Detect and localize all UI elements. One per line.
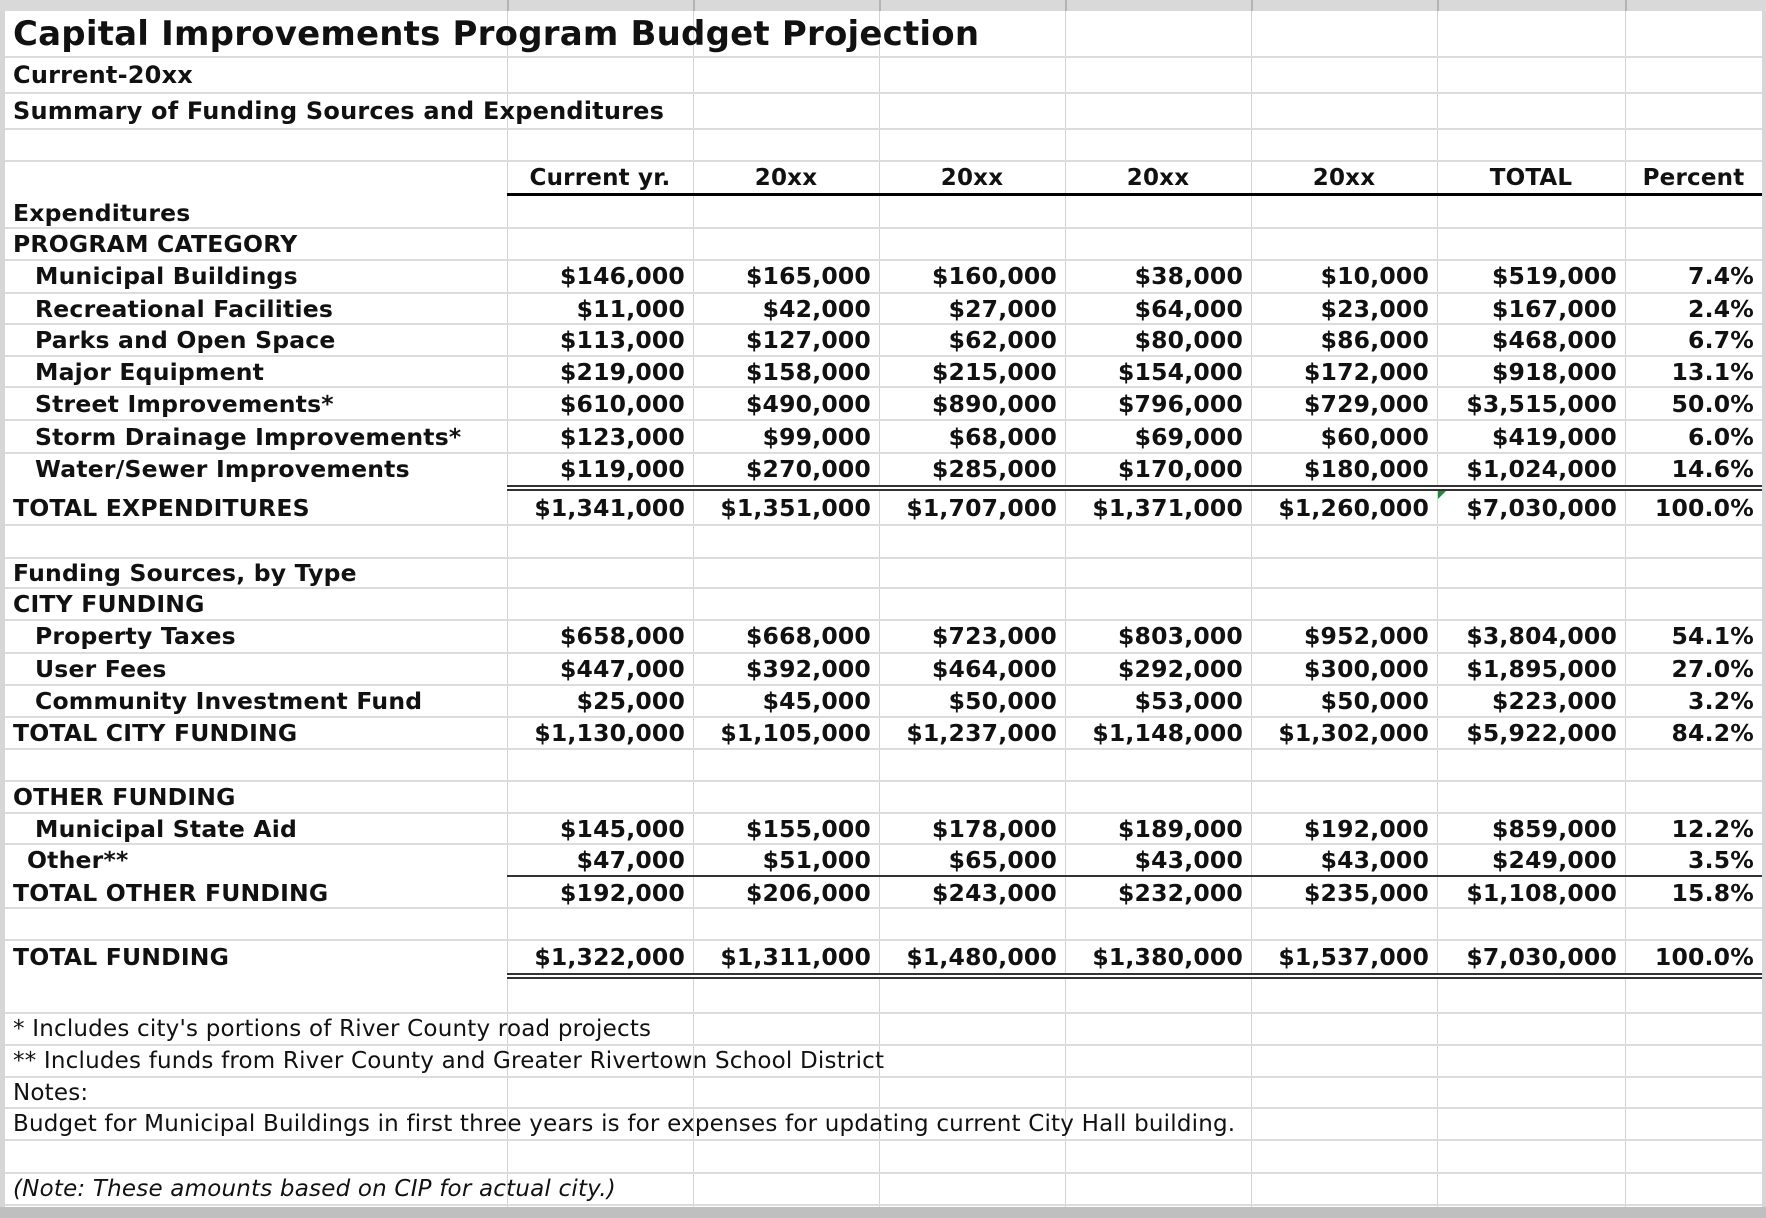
amount-cell[interactable]: $1,130,000 bbox=[534, 719, 685, 747]
amount-cell[interactable]: $292,000 bbox=[1118, 655, 1243, 683]
amount-cell[interactable]: $38,000 bbox=[1134, 262, 1243, 290]
amount-cell[interactable]: $723,000 bbox=[932, 622, 1057, 650]
amount-cell[interactable]: $50,000 bbox=[1320, 687, 1429, 715]
amount-cell[interactable]: $729,000 bbox=[1304, 389, 1429, 418]
total-cell[interactable]: $419,000 bbox=[1492, 422, 1617, 451]
title-row bbox=[5, 11, 1762, 56]
amount-cell[interactable]: $65,000 bbox=[948, 846, 1057, 874]
amount-cell[interactable]: $146,000 bbox=[560, 262, 685, 290]
footnote-row bbox=[5, 1108, 1762, 1140]
amount-cell[interactable]: $796,000 bbox=[1118, 389, 1243, 418]
amount-cell[interactable]: $1,480,000 bbox=[906, 942, 1057, 971]
table-row bbox=[5, 685, 1762, 717]
amount-cell[interactable]: $178,000 bbox=[932, 814, 1057, 843]
percent-cell[interactable]: 15.8% bbox=[1671, 878, 1754, 907]
table-row bbox=[5, 620, 1762, 652]
percent-cell[interactable]: 54.1% bbox=[1671, 622, 1754, 650]
total-funding-row bbox=[5, 940, 1762, 973]
row-label[interactable]: Municipal State Aid bbox=[35, 814, 298, 843]
footnote-row bbox=[5, 1077, 1762, 1108]
amount-cell[interactable]: $1,105,000 bbox=[720, 719, 871, 747]
period-subtitle: Current-20xx bbox=[13, 61, 193, 89]
amount-cell[interactable]: $270,000 bbox=[746, 455, 871, 483]
total-label[interactable]: TOTAL EXPENDITURES bbox=[13, 493, 310, 522]
total-cell[interactable]: $249,000 bbox=[1492, 846, 1617, 874]
amount-cell[interactable]: $232,000 bbox=[1118, 878, 1243, 907]
amount-cell[interactable]: $50,000 bbox=[948, 687, 1057, 715]
amount-cell[interactable]: $45,000 bbox=[762, 687, 871, 715]
footnote-row bbox=[5, 1013, 1762, 1045]
total-cell[interactable]: $1,024,000 bbox=[1466, 455, 1617, 483]
total-cell[interactable]: $859,000 bbox=[1492, 814, 1617, 843]
amount-cell[interactable]: $123,000 bbox=[560, 422, 685, 451]
amount-cell[interactable]: $113,000 bbox=[560, 326, 685, 354]
section-row bbox=[5, 781, 1762, 813]
percent-cell[interactable]: 12.2% bbox=[1671, 814, 1754, 843]
total-city-funding-row bbox=[5, 717, 1762, 749]
table-row bbox=[5, 813, 1762, 844]
amount-cell[interactable]: $11,000 bbox=[576, 294, 685, 323]
row-label[interactable]: Parks and Open Space bbox=[35, 326, 336, 354]
amount-cell[interactable]: $51,000 bbox=[762, 846, 871, 874]
column-divider[interactable] bbox=[1251, 0, 1253, 11]
table-row bbox=[5, 356, 1762, 387]
amount-cell[interactable]: $890,000 bbox=[932, 389, 1057, 418]
amount-cell[interactable]: $1,148,000 bbox=[1092, 719, 1243, 747]
total-cell[interactable]: $7,030,000 bbox=[1466, 942, 1617, 971]
disclaimer-note[interactable]: (Note: These amounts based on CIP for actual city.) bbox=[13, 1176, 616, 1202]
total-cell[interactable]: $167,000 bbox=[1492, 294, 1617, 323]
amount-cell[interactable]: $10,000 bbox=[1320, 262, 1429, 290]
row-label[interactable]: Recreational Facilities bbox=[35, 294, 334, 323]
row-label[interactable]: Storm Drainage Improvements* bbox=[35, 422, 462, 451]
amount-cell[interactable]: $392,000 bbox=[746, 655, 871, 683]
percent-cell[interactable]: 13.1% bbox=[1671, 357, 1754, 386]
total-cell[interactable]: $918,000 bbox=[1492, 357, 1617, 386]
amount-cell[interactable]: $60,000 bbox=[1320, 422, 1429, 451]
spreadsheet-grid[interactable] bbox=[5, 11, 1762, 1207]
section-row bbox=[5, 197, 1762, 228]
table-row bbox=[5, 420, 1762, 453]
total-label[interactable]: TOTAL FUNDING bbox=[13, 942, 230, 971]
total-cell[interactable]: $3,804,000 bbox=[1466, 622, 1617, 650]
amount-cell[interactable]: $99,000 bbox=[762, 422, 871, 451]
table-row bbox=[5, 293, 1762, 324]
footnote-row bbox=[5, 1173, 1762, 1205]
amount-cell[interactable]: $285,000 bbox=[932, 455, 1057, 483]
page-title: Capital Improvements Program Budget Projection bbox=[13, 13, 980, 54]
percent-cell[interactable]: 27.0% bbox=[1671, 655, 1754, 683]
row-label[interactable]: Other** bbox=[27, 846, 129, 874]
amount-cell[interactable]: $86,000 bbox=[1320, 326, 1429, 354]
amount-cell[interactable]: $1,260,000 bbox=[1278, 493, 1429, 522]
amount-cell[interactable]: $206,000 bbox=[746, 878, 871, 907]
amount-cell[interactable]: $235,000 bbox=[1304, 878, 1429, 907]
other-funding-label[interactable]: OTHER FUNDING bbox=[13, 783, 236, 811]
amount-cell[interactable]: $27,000 bbox=[948, 294, 1057, 323]
total-cell[interactable]: $468,000 bbox=[1492, 326, 1617, 354]
amount-cell[interactable]: $668,000 bbox=[746, 622, 871, 650]
amount-cell[interactable]: $1,380,000 bbox=[1092, 942, 1243, 971]
city-funding-label[interactable]: CITY FUNDING bbox=[13, 590, 205, 618]
column-header-row bbox=[5, 161, 1762, 194]
footnote-street[interactable]: * Includes city's portions of River County road projects bbox=[13, 1016, 652, 1042]
col-header-percent[interactable]: Percent bbox=[1642, 164, 1745, 191]
table-row bbox=[5, 844, 1762, 876]
total-cell[interactable]: $519,000 bbox=[1492, 262, 1617, 290]
amount-cell[interactable]: $1,707,000 bbox=[906, 493, 1057, 522]
percent-cell[interactable]: 2.4% bbox=[1688, 294, 1754, 323]
amount-cell[interactable]: $243,000 bbox=[932, 878, 1057, 907]
row-label[interactable]: Municipal Buildings bbox=[35, 262, 298, 290]
amount-cell[interactable]: $1,302,000 bbox=[1278, 719, 1429, 747]
summary-row bbox=[5, 93, 1762, 129]
amount-cell[interactable]: $145,000 bbox=[560, 814, 685, 843]
row-label[interactable]: Water/Sewer Improvements bbox=[35, 455, 410, 483]
amount-cell[interactable]: $62,000 bbox=[948, 326, 1057, 354]
total-expenditures-row bbox=[5, 491, 1762, 524]
total-other-funding-row bbox=[5, 877, 1762, 908]
table-row bbox=[5, 653, 1762, 685]
column-divider[interactable] bbox=[693, 0, 695, 11]
amount-cell[interactable]: $80,000 bbox=[1134, 326, 1243, 354]
amount-cell[interactable]: $803,000 bbox=[1118, 622, 1243, 650]
amount-cell[interactable]: $43,000 bbox=[1320, 846, 1429, 874]
percent-cell[interactable]: 14.6% bbox=[1671, 455, 1754, 483]
amount-cell[interactable]: $119,000 bbox=[560, 455, 685, 483]
row-label[interactable]: Property Taxes bbox=[35, 622, 236, 650]
table-row bbox=[5, 453, 1762, 485]
amount-cell[interactable]: $68,000 bbox=[948, 422, 1057, 451]
column-divider[interactable] bbox=[1437, 0, 1439, 11]
percent-cell[interactable]: 7.4% bbox=[1688, 262, 1754, 290]
amount-cell[interactable]: $1,322,000 bbox=[534, 942, 685, 971]
amount-cell[interactable]: $42,000 bbox=[762, 294, 871, 323]
notes-label[interactable]: Notes: bbox=[13, 1079, 89, 1106]
footnote-row bbox=[5, 1045, 1762, 1077]
amount-cell[interactable]: $1,341,000 bbox=[534, 493, 685, 522]
program-category-label[interactable]: PROGRAM CATEGORY bbox=[13, 230, 298, 258]
percent-cell[interactable]: 84.2% bbox=[1671, 719, 1754, 747]
amount-cell[interactable]: $1,237,000 bbox=[906, 719, 1057, 747]
subtitle-row bbox=[5, 57, 1762, 93]
amount-cell[interactable]: $155,000 bbox=[746, 814, 871, 843]
row-label[interactable]: Street Improvements* bbox=[35, 389, 334, 418]
amount-cell[interactable]: $170,000 bbox=[1118, 455, 1243, 483]
percent-cell[interactable]: 3.2% bbox=[1688, 687, 1754, 715]
section-row bbox=[5, 558, 1762, 588]
amount-cell[interactable]: $189,000 bbox=[1118, 814, 1243, 843]
percent-cell[interactable]: 100.0% bbox=[1654, 942, 1754, 971]
total-cell[interactable]: $1,108,000 bbox=[1466, 878, 1617, 907]
amount-cell[interactable]: $952,000 bbox=[1304, 622, 1429, 650]
amount-cell[interactable]: $25,000 bbox=[576, 687, 685, 715]
amount-cell[interactable]: $154,000 bbox=[1118, 357, 1243, 386]
col-header-year3[interactable]: 20xx bbox=[1126, 164, 1190, 191]
amount-cell[interactable]: $43,000 bbox=[1134, 846, 1243, 874]
summary-subtitle: Summary of Funding Sources and Expenditures bbox=[13, 97, 665, 125]
column-divider[interactable] bbox=[1065, 0, 1067, 11]
amount-cell[interactable]: $180,000 bbox=[1304, 455, 1429, 483]
total-label[interactable]: TOTAL CITY FUNDING bbox=[13, 719, 298, 747]
amount-cell[interactable]: $47,000 bbox=[576, 846, 685, 874]
table-row bbox=[5, 387, 1762, 420]
total-cell[interactable]: $223,000 bbox=[1492, 687, 1617, 715]
row-label[interactable]: Community Investment Fund bbox=[35, 687, 423, 715]
gridline bbox=[5, 524, 1762, 526]
amount-cell[interactable]: $158,000 bbox=[746, 357, 871, 386]
footnote-other[interactable]: ** Includes funds from River County and Greater Rivertown School District bbox=[13, 1048, 885, 1074]
amount-cell[interactable]: $127,000 bbox=[746, 326, 871, 354]
amount-cell[interactable]: $23,000 bbox=[1320, 294, 1429, 323]
column-divider[interactable] bbox=[879, 0, 881, 11]
amount-cell[interactable]: $300,000 bbox=[1304, 655, 1429, 683]
column-divider[interactable] bbox=[507, 0, 509, 11]
table-row bbox=[5, 324, 1762, 356]
table-row bbox=[5, 260, 1762, 292]
amount-cell[interactable]: $64,000 bbox=[1134, 294, 1243, 323]
funding-sources-label[interactable]: Funding Sources, by Type bbox=[13, 559, 357, 587]
amount-cell[interactable]: $69,000 bbox=[1134, 422, 1243, 451]
amount-cell[interactable]: $192,000 bbox=[560, 878, 685, 907]
total-cell[interactable]: $7,030,000 bbox=[1466, 493, 1617, 522]
total-cell[interactable]: $5,922,000 bbox=[1466, 719, 1617, 747]
grand-total-double-border bbox=[507, 973, 1762, 979]
total-cell[interactable]: $1,895,000 bbox=[1466, 655, 1617, 683]
notes-text[interactable]: Budget for Municipal Buildings in first three years is for expenses for updating current City Hall building. bbox=[13, 1111, 1236, 1137]
sheet-bottom-edge bbox=[0, 1207, 1766, 1218]
amount-cell[interactable]: $165,000 bbox=[746, 262, 871, 290]
amount-cell[interactable]: $447,000 bbox=[560, 655, 685, 683]
section-row bbox=[5, 228, 1762, 260]
col-header-current[interactable]: Current yr. bbox=[529, 164, 671, 191]
percent-cell[interactable]: 6.7% bbox=[1688, 326, 1754, 354]
col-header-year4[interactable]: 20xx bbox=[1312, 164, 1376, 191]
amount-cell[interactable]: $219,000 bbox=[560, 357, 685, 386]
amount-cell[interactable]: $172,000 bbox=[1304, 357, 1429, 386]
section-row bbox=[5, 588, 1762, 620]
column-divider[interactable] bbox=[1625, 0, 1627, 11]
amount-cell[interactable]: $1,371,000 bbox=[1092, 493, 1243, 522]
amount-cell[interactable]: $1,311,000 bbox=[720, 942, 871, 971]
amount-cell[interactable]: $53,000 bbox=[1134, 687, 1243, 715]
amount-cell[interactable]: $658,000 bbox=[560, 622, 685, 650]
row-label[interactable]: User Fees bbox=[35, 655, 167, 683]
amount-cell[interactable]: $1,537,000 bbox=[1278, 942, 1429, 971]
expenditures-label[interactable]: Expenditures bbox=[13, 198, 191, 227]
amount-cell[interactable]: $1,351,000 bbox=[720, 493, 871, 522]
amount-cell[interactable]: $160,000 bbox=[932, 262, 1057, 290]
percent-cell[interactable]: 100.0% bbox=[1654, 493, 1754, 522]
col-header-year2[interactable]: 20xx bbox=[940, 164, 1004, 191]
amount-cell[interactable]: $464,000 bbox=[932, 655, 1057, 683]
amount-cell[interactable]: $610,000 bbox=[560, 389, 685, 418]
total-label[interactable]: TOTAL OTHER FUNDING bbox=[13, 878, 329, 907]
row-label[interactable]: Major Equipment bbox=[35, 357, 265, 386]
amount-cell[interactable]: $192,000 bbox=[1304, 814, 1429, 843]
total-cell[interactable]: $3,515,000 bbox=[1466, 389, 1617, 418]
amount-cell[interactable]: $490,000 bbox=[746, 389, 871, 418]
col-header-total[interactable]: TOTAL bbox=[1489, 164, 1573, 191]
amount-cell[interactable]: $215,000 bbox=[932, 357, 1057, 386]
right-edge bbox=[1762, 11, 1766, 1207]
percent-cell[interactable]: 6.0% bbox=[1688, 422, 1754, 451]
percent-cell[interactable]: 3.5% bbox=[1688, 846, 1754, 874]
percent-cell[interactable]: 50.0% bbox=[1671, 389, 1754, 418]
col-header-year1[interactable]: 20xx bbox=[754, 164, 818, 191]
